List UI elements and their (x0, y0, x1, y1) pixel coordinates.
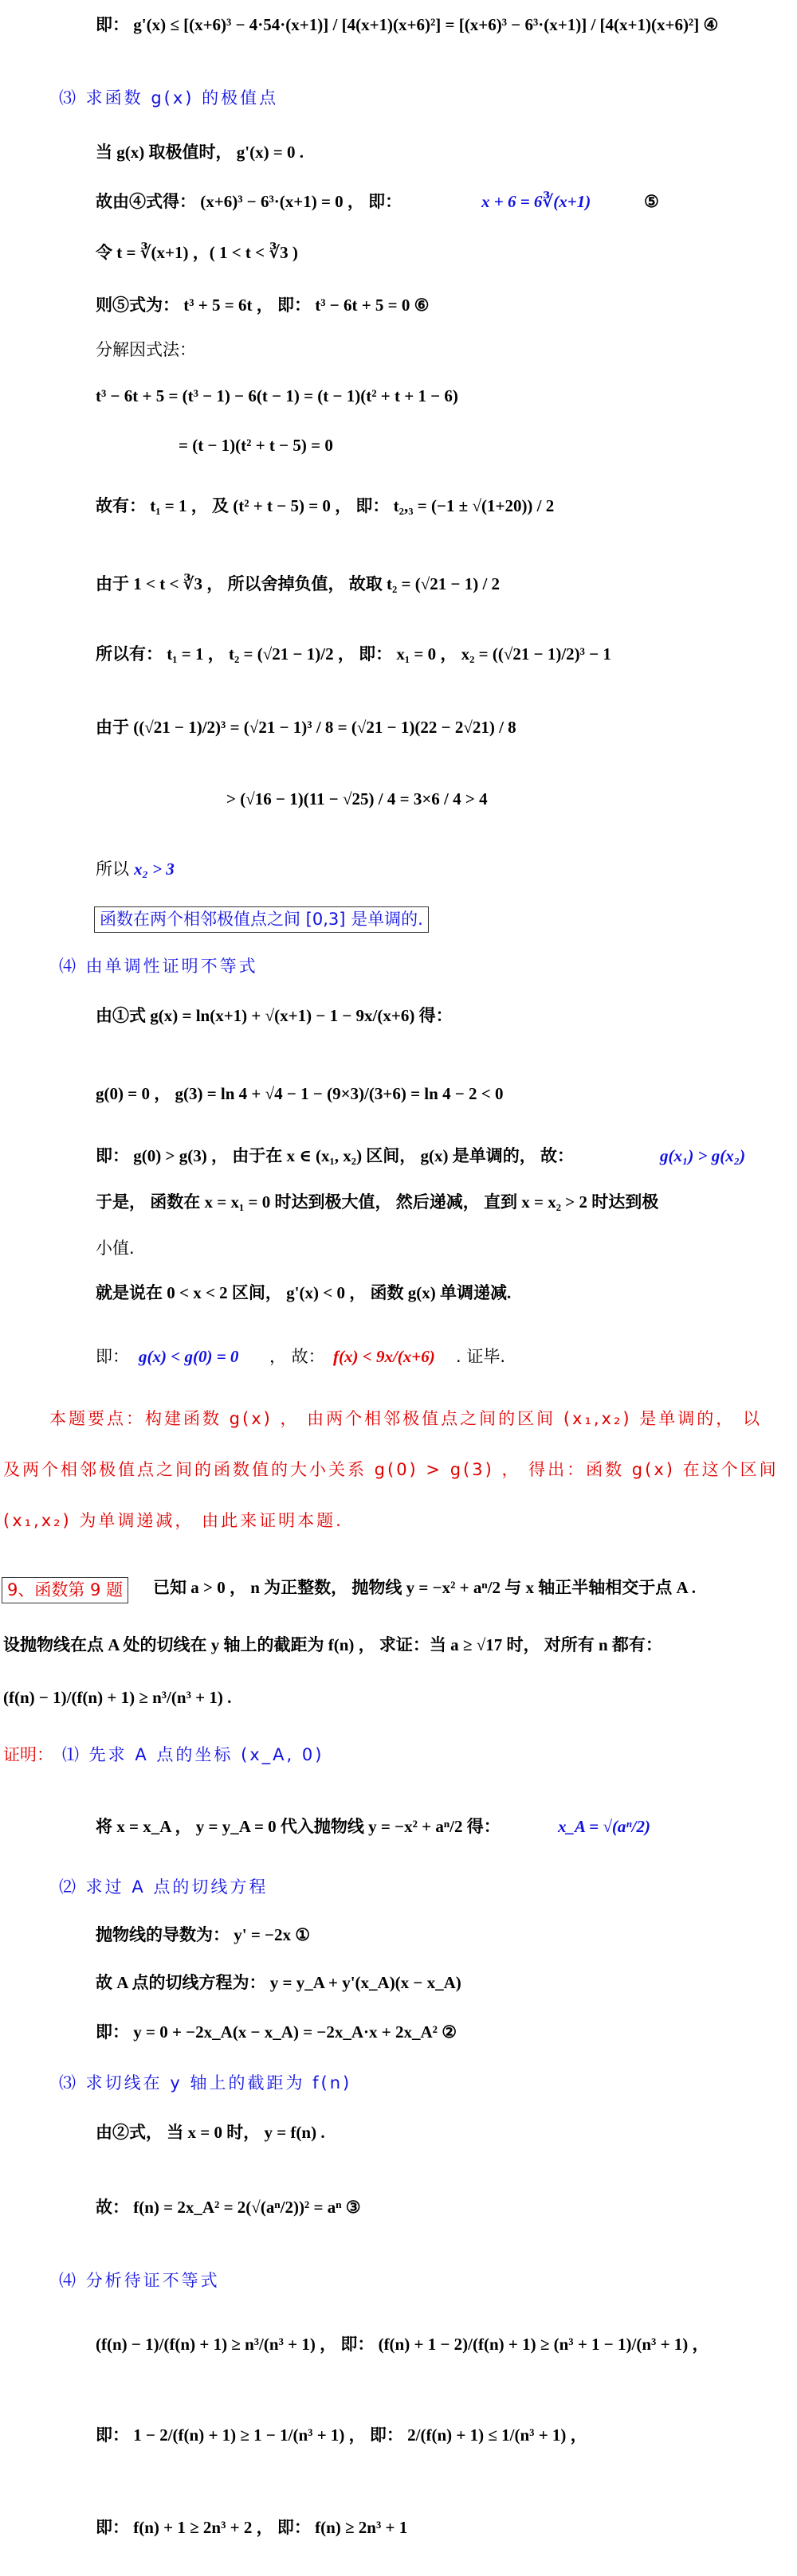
text-line: 所以 (96, 859, 129, 879)
section-heading: ⑶ 求切线在 y 轴上的截距为 f(n) (59, 2073, 352, 2093)
highlight-equation: x_A = √(aⁿ/2) (558, 1817, 650, 1836)
equation-line: > (√16 − 1)(11 − √25) / 4 = 3×6 / 4 > 4 (226, 789, 488, 808)
text-line: 故： f(n) = 2x_A² = 2(√(aⁿ/2))² = aⁿ ③ (96, 2198, 361, 2217)
proof-label: 证明： (3, 1745, 53, 1764)
text-line: 即： 1 − 2/(f(n) + 1) ≥ 1 − 1/(n³ + 1) ， 即： 2/(f(n) + 1) ≤ 1/(n³ + 1) ， (96, 2425, 587, 2445)
text-line: 由于 ((√21 − 1)/2)³ = (√21 − 1)³ / 8 = (√21 − 1)(22 − 2√21) / 8 (96, 718, 516, 737)
text-line: 分解因式法： (96, 340, 196, 359)
text-line: 则⑤式为： t³ + 5 = 6t ， 即： t³ − 6t + 5 = 0 ⑥ (96, 296, 430, 315)
text-line: ， 故： (269, 1347, 325, 1366)
equation-line: t³ − 6t + 5 = (t³ − 1) − 6(t − 1) = (t − 1)(t² + t + 1 − 6) (96, 386, 458, 405)
key-point-text: 本题要点：构建函数 g(x) ， 由两个相邻极值点之间的区间 (x₁,x₂) 是单调的， 以 (49, 1409, 762, 1428)
boxed-statement: 函数在两个相邻极值点之间 [0,3] 是单调的. (94, 906, 429, 933)
text-line: 即： g'(x) ≤ [(x+6)³ − 4·54·(x+1)] / [4(x+1)(x+6)²] = [(x+6)³ − 6³·(x+1)] / [4(x+1)(x+6)²] ④ (96, 15, 719, 34)
highlight-equation: g(x₁) > g(x₂) (660, 1146, 746, 1165)
text-line: 故有： t₁ = 1 ， 及 (t² + t − 5) = 0 ， 即： t₂,₃ = (−1 ± √(1+20)) / 2 (96, 496, 555, 515)
highlight-equation: x₂ > 3 (134, 859, 175, 879)
equation-line: = (t − 1)(t² + t − 5) = 0 (179, 436, 333, 455)
highlight-equation: g(x) < g(0) = 0 (139, 1347, 239, 1366)
text-line: 由②式， 当 x = 0 时， y = f(n) . (96, 2123, 325, 2142)
text-line: 当 g(x) 取极值时， g'(x) = 0 . (96, 143, 304, 162)
text-line: 已知 a > 0 ， n 为正整数， 抛物线 y = −x² + aⁿ/2 与 x 轴正半轴相交于点 A . (153, 1578, 696, 1597)
text-line: (f(n) − 1)/(f(n) + 1) ≥ n³/(n³ + 1) ， 即： (f(n) + 1 − 2)/(f(n) + 1) ≥ (n³ + 1 − 1)/(n³ + 1) ， (96, 2335, 709, 2354)
section-heading: ⑷ 分析待证不等式 (59, 2271, 220, 2290)
text-line: . 证毕. (456, 1347, 506, 1366)
text-line: 抛物线的导数为： y' = −2x ① (96, 1925, 311, 1944)
text-line: (f(n) − 1)/(f(n) + 1) ≥ n³/(n³ + 1) . (3, 1688, 232, 1707)
section-heading: ⑵ 求过 A 点的切线方程 (59, 1877, 269, 1897)
text-line: 即： (96, 1347, 129, 1366)
text-line: 于是， 函数在 x = x₁ = 0 时达到极大值， 然后递减， 直到 x = x₂ > 2 时达到极 (96, 1192, 659, 1212)
text-line: 将 x = x_A ， y = y_A = 0 代入抛物线 y = −x² + aⁿ/2 得： (96, 1817, 501, 1836)
text-line: 由①式 g(x) = ln(x+1) + √(x+1) − 1 − 9x/(x+6) 得： (96, 1006, 453, 1025)
section-heading: ⑶ 求函数 g(x) 的极值点 (59, 88, 279, 108)
highlight-equation: x + 6 = 6∛(x+1) (481, 192, 591, 211)
text-line: 所以有： t₁ = 1 ， t₂ = (√21 − 1)/2 ， 即： x₁ = 0 ， x₂ = ((√21 − 1)/2)³ − 1 (96, 644, 611, 664)
text-line: 小值. (96, 1239, 135, 1258)
text-line: 设抛物线在点 A 处的切线在 y 轴上的截距为 f(n) ， 求证：当 a ≥ √17 时， 对所有 n 都有： (3, 1635, 662, 1654)
text-line: 令 t = ∛(x+1) ，( 1 < t < ∛3 ) (96, 243, 298, 262)
key-point-text: (x₁,x₂) 为单调递减， 由此来证明本题. (3, 1511, 344, 1530)
equation-number: ⑤ (644, 192, 659, 211)
key-point-text: 及两个相邻极值点之间的函数值的大小关系 g(0) > g(3) ， 得出：函数 g(x) 在这个区间 (3, 1460, 779, 1479)
text-line: 故由④式得： (x+6)³ − 6³·(x+1) = 0 ， 即： (96, 192, 402, 211)
text-line: 就是说在 0 < x < 2 区间， g'(x) < 0 ， 函数 g(x) 单调递减. (96, 1283, 512, 1302)
text-line: 故 A 点的切线方程为： y = y_A + y'(x_A)(x − x_A) (96, 1973, 461, 1992)
section-heading: ⑷ 由单调性证明不等式 (59, 957, 258, 976)
text-line: g(0) = 0 ， g(3) = ln 4 + √4 − 1 − (9×3)/(3+6) = ln 4 − 2 < 0 (96, 1084, 504, 1103)
text-line: 由于 1 < t < ∛3 ， 所以舍掉负值， 故取 t₂ = (√21 − 1) / 2 (96, 574, 501, 593)
text-line: 即： g(0) > g(3) ， 由于在 x ∈ (x₁, x₂) 区间， g(x) 是单调的， 故： (96, 1146, 575, 1165)
problem-label: 9、函数第 9 题 (2, 1577, 128, 1603)
text-line: 即： f(n) + 1 ≥ 2n³ + 2 ， 即： f(n) ≥ 2n³ + 1 (96, 2518, 408, 2537)
highlight-equation: f(x) < 9x/(x+6) (333, 1347, 435, 1366)
text-line: 即： y = 0 + −2x_A(x − x_A) = −2x_A·x + 2x_A² ② (96, 2022, 457, 2042)
section-heading: ⑴ 先求 A 点的坐标 (x_A, 0) (62, 1745, 324, 1764)
